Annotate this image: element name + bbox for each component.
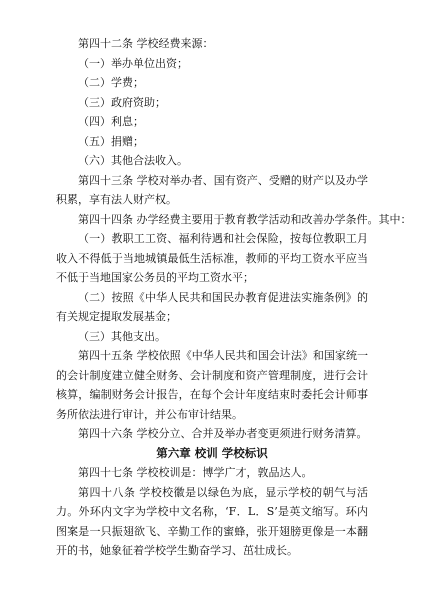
funding-source-item-6: （六）其他合法收入。	[78, 154, 188, 167]
expenditure-item-1: （一）教职工工资、福利待遇和社会保险，按每位教职工月收入不得低于当地城镇最低生活标准，教师的平均工资水平应当不低于当地国家公务员的平均工资水平；	[56, 232, 368, 284]
article-42-heading: 第四十二条 学校经费来源：	[78, 37, 214, 50]
article-43: 第四十三条 学校对举办者、国有资产、受赠的财产以及办学积累，享有法人财产权。	[56, 173, 368, 206]
chapter-6-heading: 第六章 校训 学校标识	[156, 445, 268, 460]
funding-source-item-5: （五）捐赠；	[78, 134, 144, 148]
document-body	[56, 34, 412, 561]
expenditure-item-3: （三）其他支出。	[78, 329, 166, 343]
article-48: 第四十八条 学校校徽是以绿色为底，显示学校的朝气与活力。外环内文字为学校中文名称，‘F．L．S’是英文缩写。环内图案是一只振翅欲飞、辛勤工作的蜜蜂，张开翅膀更像是一本翻开的书，她象征着学校学生勤奋学习、茁壮成长。	[56, 485, 368, 557]
article-46: 第四十六条 学校分立、合并及举办者变更须进行财务清算。	[78, 427, 368, 440]
funding-source-item-3: （三）政府资助；	[78, 95, 166, 109]
expenditure-item-2: （二）按照《中华人民共和国民办教育促进法实施条例》的有关规定提取发展基金；	[56, 290, 368, 323]
article-44-heading: 第四十四条 办学经费主要用于教育教学活动和改善办学条件。其中：	[78, 212, 412, 226]
funding-source-item-2: （二）学费；	[78, 76, 144, 89]
funding-source-item-1: （一）举办单位出资；	[78, 56, 188, 70]
article-45: 第四十五条 学校依照《中华人民共和国会计法》和国家统一的会计制度建立健全财务、会计制度和资产管理制度，进行会计核算，编制财务会计报告，在每个会计年度结束时委托会计师事务所依法进行审计，并公布审计结果。	[56, 349, 368, 421]
funding-source-item-4: （四）利息；	[78, 115, 144, 128]
article-47: 第四十七条 学校校训是：博学广才，敦品达人。	[78, 466, 313, 479]
